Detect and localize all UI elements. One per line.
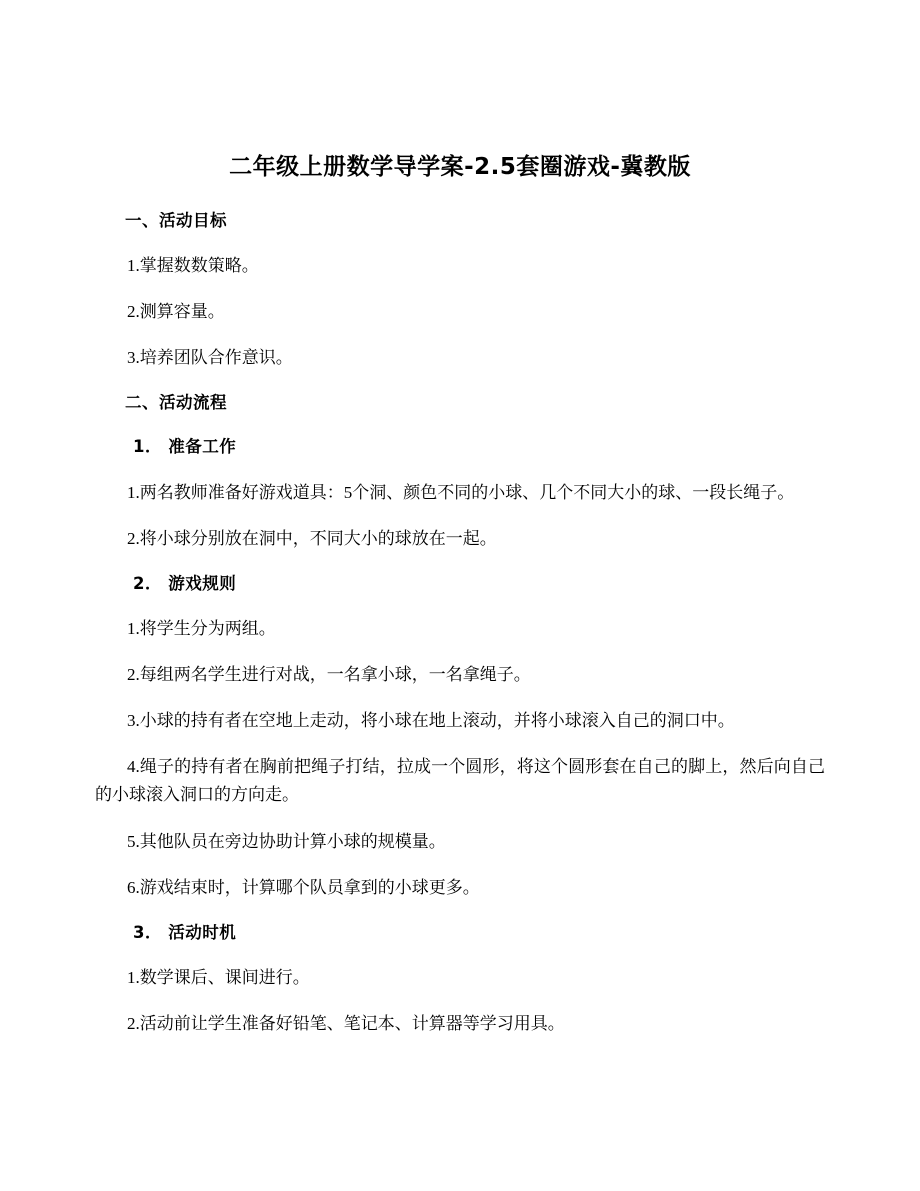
body-paragraph: 6.游戏结束时，计算哪个队员拿到的小球更多。 — [127, 877, 480, 897]
section-subheading: 2． 游戏规则 — [133, 573, 237, 593]
body-paragraph: 1.掌握数数策略。 — [127, 255, 259, 275]
body-paragraph: 1.数学课后、课间进行。 — [127, 968, 310, 988]
body-paragraph: 1.两名教师准备好游戏道具：5个洞、颜色不同的小球、几个不同大小的球、一段长绳子。 — [127, 482, 795, 502]
section-subheading: 1． 准备工作 — [133, 437, 237, 457]
body-paragraph: 1.将学生分为两组。 — [127, 619, 276, 639]
body-paragraph: 2.将小球分别放在洞中，不同大小的球放在一起。 — [127, 528, 497, 548]
body-paragraph: 2.测算容量。 — [127, 301, 225, 321]
body-paragraph: 3.培养团队合作意识。 — [127, 347, 293, 367]
document-body — [95, 199, 825, 1048]
section-subheading: 3． 活动时机 — [133, 922, 237, 942]
body-paragraph: 2.每组两名学生进行对战，一名拿小球，一名拿绳子。 — [127, 665, 531, 685]
section-heading: 一、活动目标 — [125, 210, 227, 230]
body-paragraph: 3.小球的持有者在空地上走动，将小球在地上滚动，并将小球滚入自己的洞口中。 — [127, 711, 735, 731]
body-paragraph: 2.活动前让学生准备好铅笔、笔记本、计算器等学习用具。 — [127, 1014, 565, 1034]
body-paragraph: 5.其他队员在旁边协助计算小球的规模量。 — [127, 831, 446, 851]
body-paragraph: 4.绳子的持有者在胸前把绳子打结，拉成一个圆形，将这个圆形套在自己的脚上，然后向自己的小球滚入洞口的方向走。 — [95, 757, 825, 805]
page-title: 二年级上册数学导学案-2.5套圈游戏-冀教版 — [229, 154, 691, 180]
section-heading: 二、活动流程 — [125, 393, 227, 413]
